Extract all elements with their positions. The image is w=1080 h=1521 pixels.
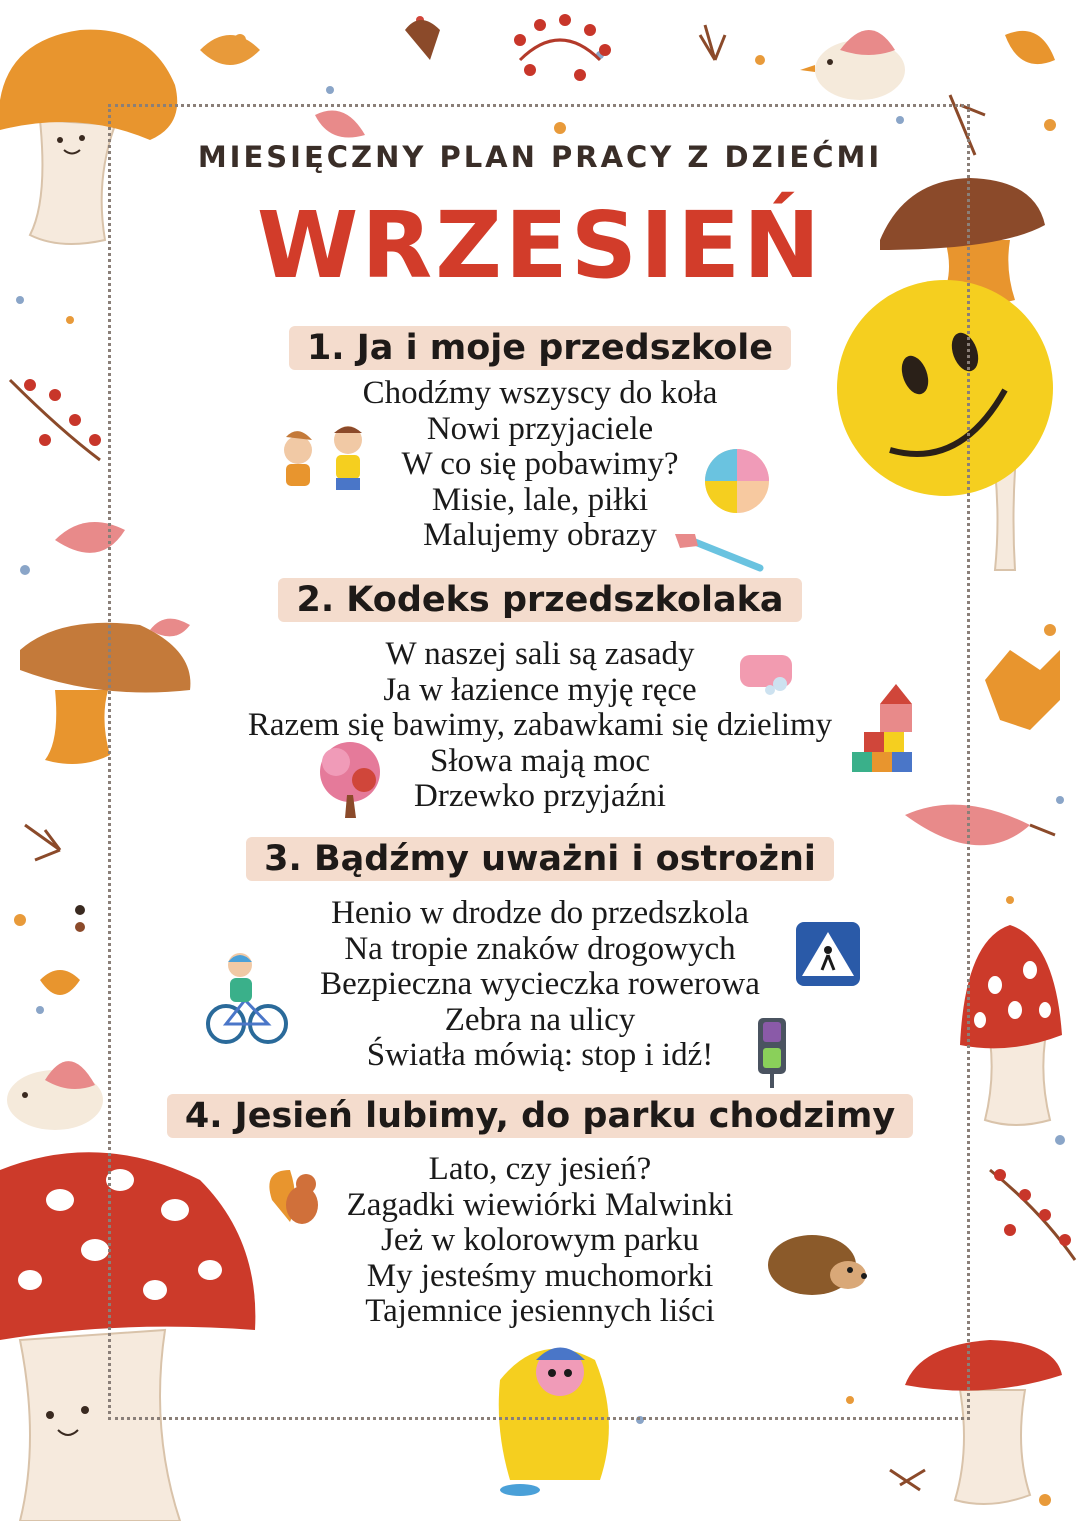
list-item: Henio w drodze do przedszkola [331, 895, 749, 931]
list-item: Zebra na ulicy [444, 1001, 636, 1038]
section-heading-label: 3. Bądźmy uważni i ostrożni [246, 837, 834, 881]
list-item: Misie, lale, piłki [431, 481, 649, 518]
list-item: W naszej sali są zasady [385, 636, 695, 672]
list-item: Na tropie znaków drogowych [344, 930, 736, 967]
list-item: Światła mówią: stop i idź! [366, 1037, 714, 1073]
section-list-2 [0, 637, 1080, 815]
list-item: Nowi przyjaciele [426, 410, 654, 447]
list-item: Zagadki wiewiórki Malwinki [346, 1186, 734, 1223]
section-heading-1 [0, 326, 1080, 370]
page-title: WRZESIEŃ [256, 192, 824, 299]
page-subtitle: MIESIĘCZNY PLAN PRACY Z DZIEĆMI [197, 140, 883, 174]
list-item: Lato, czy jesień? [428, 1151, 652, 1187]
list-item: Jeż w kolorowym parku [380, 1222, 699, 1258]
section-heading-2 [0, 578, 1080, 622]
list-item: Tajemnice jesiennych liści [365, 1293, 715, 1329]
list-item: Drzewko przyjaźni [414, 778, 666, 814]
list-item: Bezpieczna wycieczka rowerowa [320, 966, 760, 1002]
section-list-1 [0, 376, 1080, 554]
list-item: My jesteśmy muchomorki [366, 1257, 714, 1294]
section-heading-3 [0, 837, 1080, 881]
list-item: Chodźmy wszyscy do koła [362, 375, 718, 411]
section-list-4 [0, 1152, 1080, 1330]
bird-icon [800, 30, 905, 100]
list-item: Ja w łazience myję ręce [383, 671, 697, 708]
section-list-3 [0, 896, 1080, 1074]
list-item: Słowa mają moc [430, 742, 650, 779]
section-heading-4 [0, 1094, 1080, 1138]
list-item: Razem się bawimy, zabawkami się dzielimy [247, 707, 833, 743]
section-heading-label: 4. Jesień lubimy, do parku chodzimy [167, 1094, 913, 1138]
list-item: W co się pobawimy? [401, 446, 679, 482]
list-item: Malujemy obrazy [423, 517, 657, 553]
section-heading-label: 2. Kodeks przedszkolaka [278, 578, 801, 622]
section-heading-label: 1. Ja i moje przedszkole [289, 326, 791, 370]
